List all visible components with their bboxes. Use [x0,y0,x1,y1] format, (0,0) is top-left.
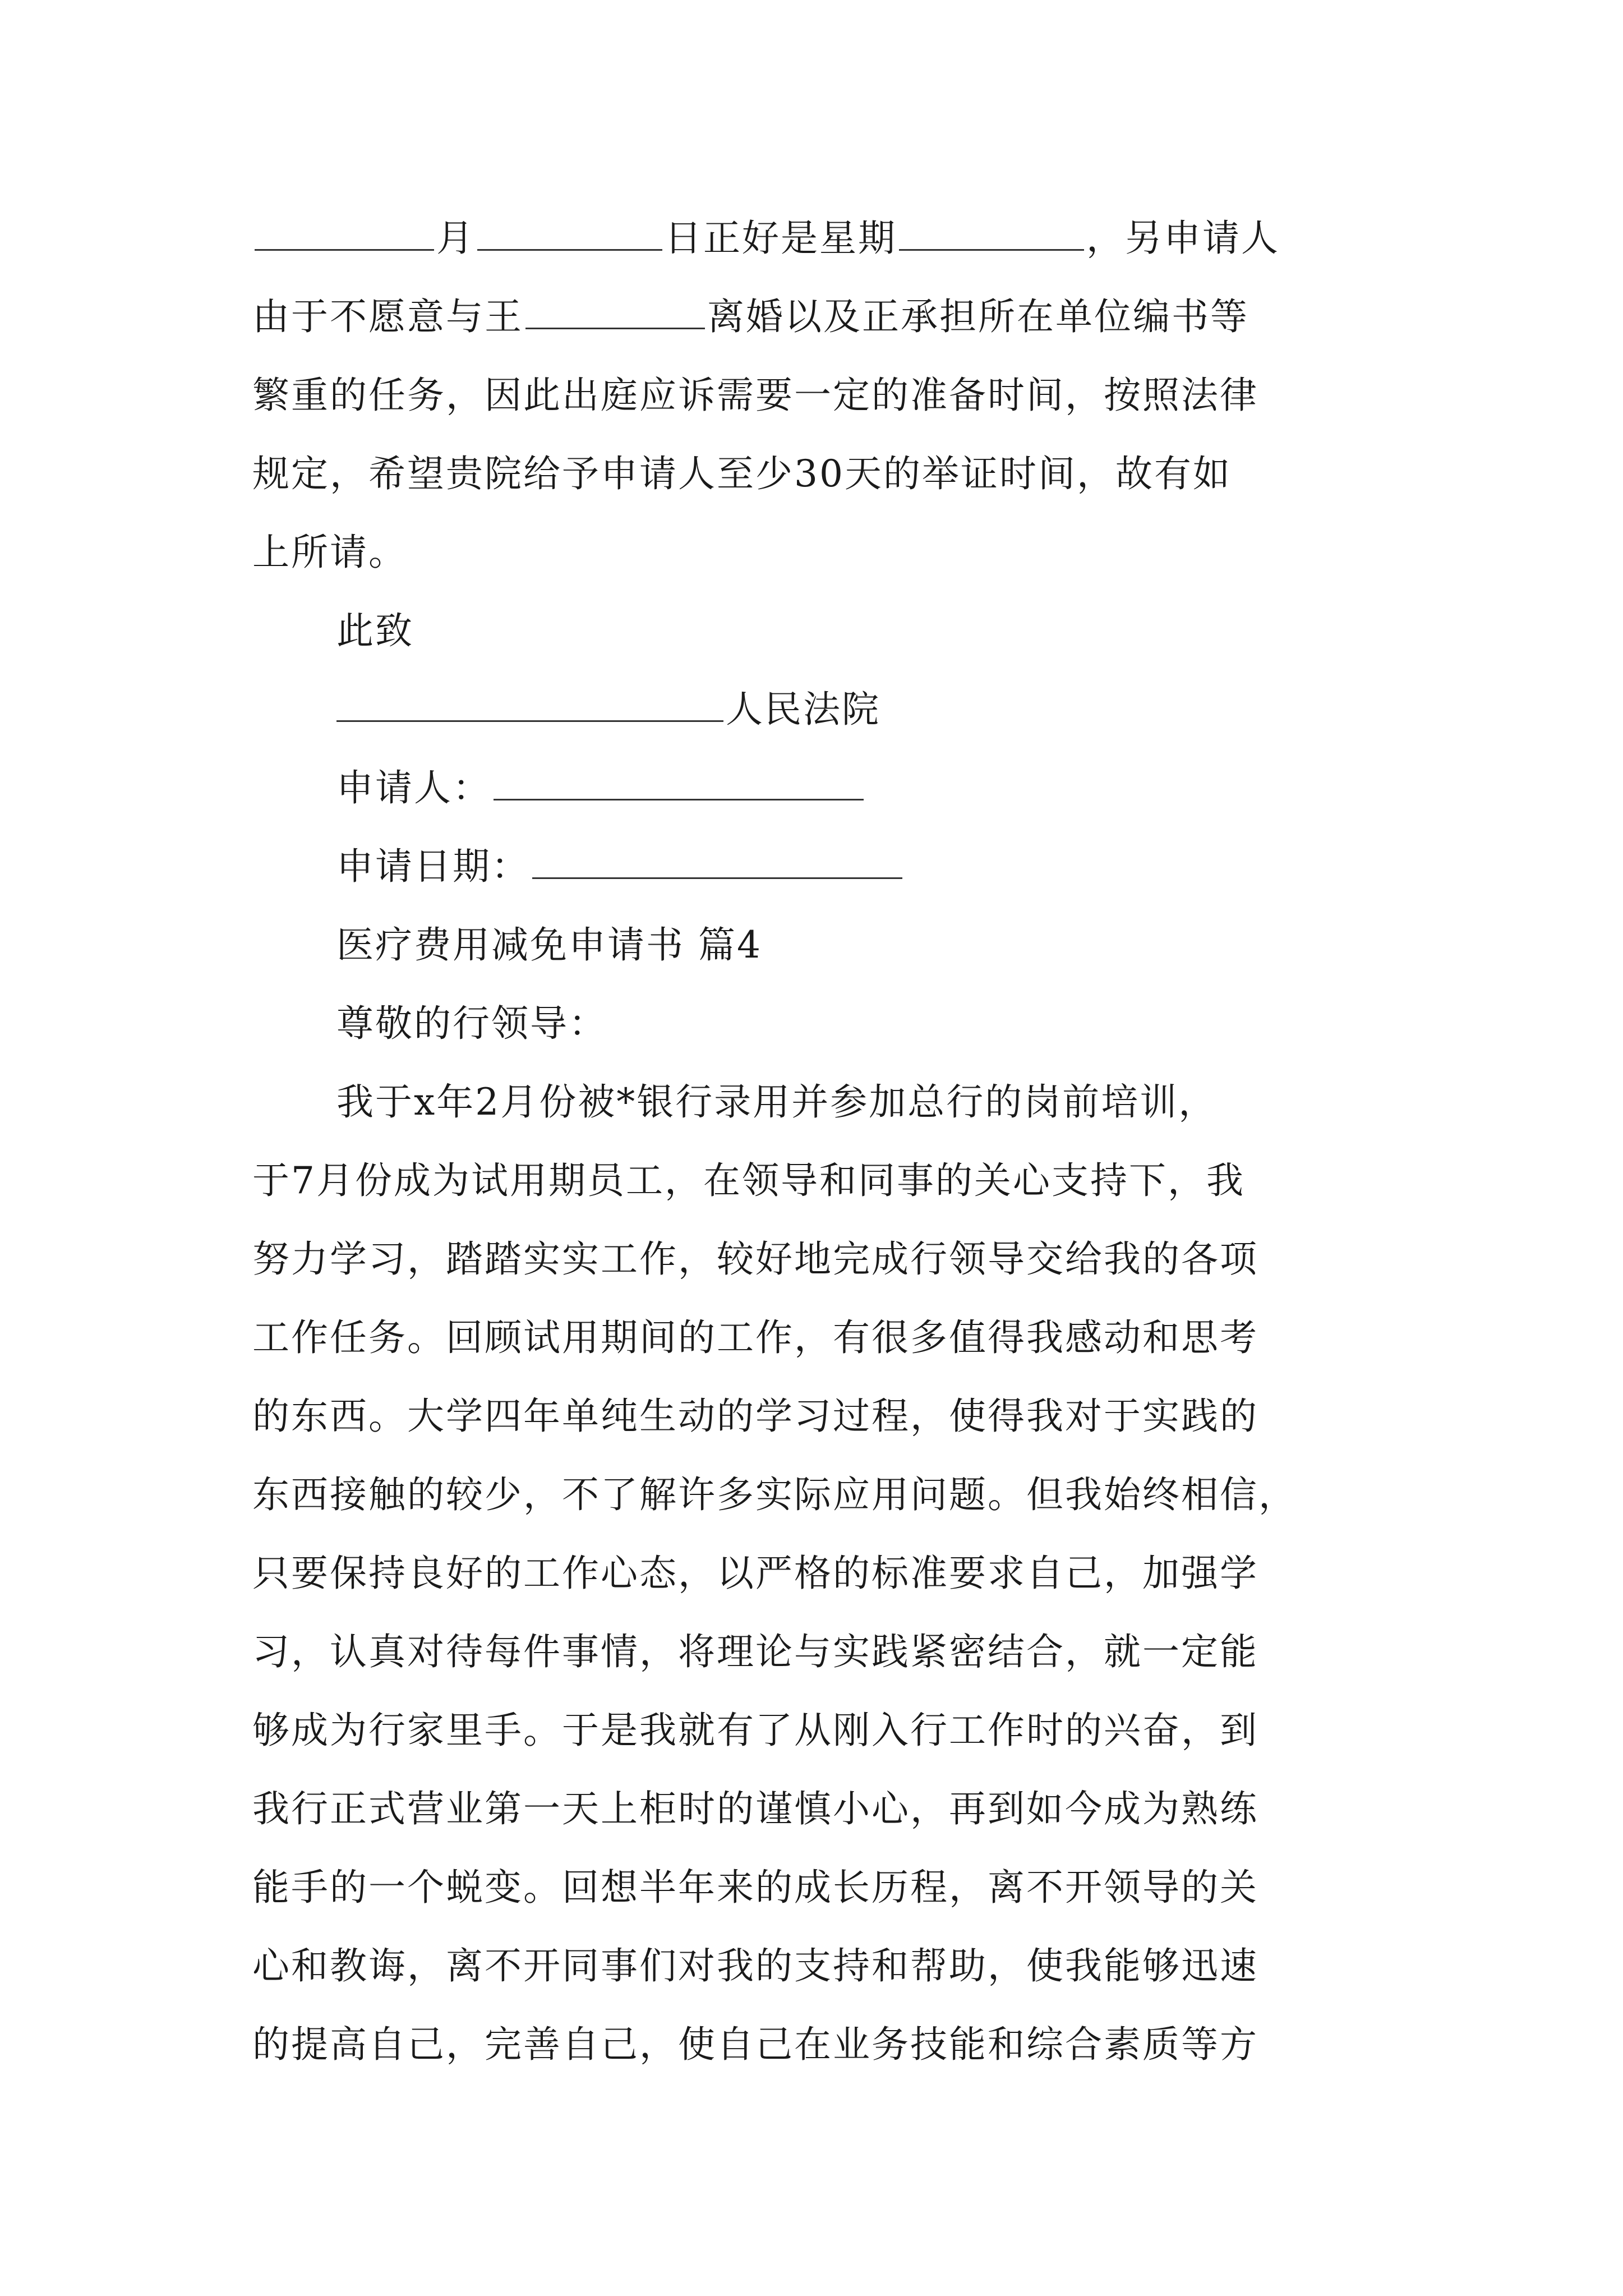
body-line-7: 只要保持良好的工作心态，以严格的标准要求自己，加强学 [252,1552,1258,1595]
blank-field [494,766,864,800]
text-other-applicant: ，另申请人 [1086,217,1280,260]
body-line-6: 东西接触的较少，不了解许多实际应用问题。但我始终相信， [252,1473,1297,1516]
salutation-line: 此致 [336,609,414,652]
body-line-2: 于7月份成为试用期员工，在领导和同事的关心支持下，我 [252,1159,1245,1202]
body-line-12: 心和教诲，离不开同事们对我的支持和帮助，使我能够迅速 [252,1944,1258,1987]
line-1 [252,208,1280,269]
text-segment: 由于不愿意与王 [252,295,523,338]
body-line-13: 的提高自己，完善自己，使自己在业务技能和综合素质等方 [252,2023,1258,2066]
line-4: 规定，希望贵院给予申请人至少30天的举证时间，故有如 [252,452,1232,495]
section-heading: 医疗费用减免申请书 篇4 [336,923,762,967]
applicant-line [336,757,866,819]
body-line-10: 我行正式营业第一天上柜时的谨慎小心，再到如今成为熟练 [252,1787,1258,1830]
text-day-weekday: 日正好是星期 [665,217,897,260]
line-5: 上所请。 [252,531,407,574]
body-line-3: 努力学习，踏踏实实工作，较好地完成行领导交给我的各项 [252,1237,1258,1281]
body-line-11: 能手的一个蜕变。回想半年来的成长历程，离不开领导的关 [252,1866,1258,1909]
apply-date-label: 申请日期： [336,845,530,888]
line-3: 繁重的任务，因此出庭应诉需要一定的准备时间，按照法律 [252,374,1258,417]
court-line [336,679,880,740]
text-segment: 离婚以及正承担所在单位编书等 [707,295,1249,338]
body-line-1: 我于x年2月份被*银行录用并参加总行的岗前培训， [336,1080,1218,1124]
text-month: 月 [436,217,475,260]
apply-date-line [336,836,905,898]
court-name-suffix: 人民法院 [726,688,880,731]
greeting-line: 尊敬的行领导： [336,1002,607,1045]
body-line-5: 的东西。大学四年单纯生动的学习过程，使得我对于实践的 [252,1395,1258,1438]
body-line-8: 习，认真对待每件事情，将理论与实践紧密结合，就一定能 [252,1630,1258,1673]
applicant-label: 申请人： [336,766,491,809]
blank-field [255,217,434,251]
blank-field [899,217,1084,251]
blank-field [532,845,902,879]
blank-field [525,295,705,329]
blank-field [336,688,723,722]
body-line-4: 工作任务。回顾试用期间的工作，有很多值得我感动和思考 [252,1316,1258,1359]
line-2 [252,286,1249,348]
body-line-9: 够成为行家里手。于是我就有了从刚入行工作时的兴奋，到 [252,1709,1258,1752]
blank-field [477,217,662,251]
